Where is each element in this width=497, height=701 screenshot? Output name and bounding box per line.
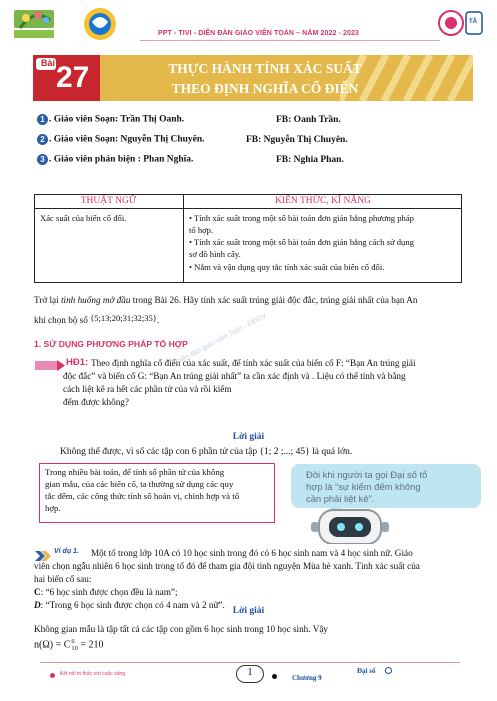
seal-logo-icon: [438, 8, 484, 38]
page-number: 1: [247, 667, 253, 678]
activity-line-4: đếm được không?: [63, 397, 129, 407]
solution-text-1: Không thể được, vì số các tập con 6 phần tử của tập {1; 2 ;...; 45} là quá lớn.: [60, 447, 353, 457]
lesson-label: Bài: [40, 58, 55, 68]
bubble-line-3: cần phải liệt kê”.: [306, 493, 375, 504]
logo-left-group: [12, 6, 127, 44]
note-line-2: gian mẫu, của các biến cố, ta thường sử dụng các quy: [45, 479, 234, 489]
intro-line-2: khi chọn bộ số {5;13;20;31;32;35}.: [34, 313, 160, 325]
sample-space-formula: n(Ω) = C 6 10 = 210: [34, 638, 104, 652]
logo-right: [438, 8, 484, 38]
solution-text-2: Không gian mẫu là tập tất cả các tập con gồm 6 học sinh trong 10 học sinh. Vậy: [34, 624, 329, 634]
note-line-1: Trong nhiều bài toán, để tính số phần tử của không: [45, 467, 225, 477]
footer-left-text: Kết nối tri thức với cuộc sống: [60, 671, 125, 677]
footer-dot: [272, 674, 277, 679]
section-heading-1: 1. SỬ DỤNG PHƯƠNG PHÁP TỔ HỢP: [34, 339, 188, 349]
note-line-3: tắc đếm, các công thức tính số hoán vị, chỉnh hợp và tổ: [45, 491, 240, 501]
arrow-badge-icon: [35, 360, 65, 371]
activity-badge: [35, 358, 65, 369]
teacher-fb-1: FB: Oanh Trần.: [276, 115, 341, 125]
teacher-line-3: 3 . Giáo viên phản biện : Phan Nghĩa.: [37, 154, 193, 165]
bubble-line-1: Đôi khi người ta gọi Đại số tổ: [306, 469, 428, 480]
table-cell-skill-4: sơ đồ hình cây.: [189, 249, 241, 259]
table-header-skills: KIẾN THỨC, KĨ NĂNG: [275, 196, 371, 206]
example-line-2: viên chọn ngẫu nhiên 6 học sinh trong tổ đó để tham gia đội tình nguyện Mùa hè xanh. Tính xác suất của: [34, 561, 420, 571]
table-cell-skill-2: tổ hợp.: [189, 225, 214, 235]
table-cell-skill-5: • Nắm và vận dụng quy tắc tính xác suất của biến cố đối.: [189, 262, 385, 272]
robot-illustration: [305, 508, 395, 544]
solution-heading-2: Lời giải: [232, 606, 265, 616]
header-title: PPT - TIVI - DIỄN ĐÀN GIÁO VIÊN TOÁN – NĂM 2022 - 2023: [158, 30, 359, 37]
lesson-title-line1: THỰC HÀNH TÍNH XÁC SUẤT: [168, 61, 362, 76]
table-cell-term: Xác suất của biến cố đối.: [40, 213, 127, 223]
table-cell-skill-3: • Tính xác suất trong một số bài toán đơn giản bằng cách sử dụng: [189, 237, 414, 247]
watermark: Diễn đàn giáo viên Toán - DĐGV: [175, 312, 268, 367]
leaf-logo-icon: [12, 6, 127, 44]
event-c: C: “6 học sinh được chọn đều là nam”;: [34, 587, 178, 597]
teacher-line-1: 1 . Giáo viên Soạn: Trần Thị Oanh.: [37, 114, 184, 125]
bullet-number: 2: [37, 134, 48, 145]
activity-line-2: độc đắc” và biến cố G: “Bạn An trúng giải nhất” ta cần xác định và . Liệu có thể tính và bằng: [63, 371, 406, 381]
header-divider: [140, 40, 440, 41]
lesson-number: 27: [56, 61, 90, 94]
footer-right: Đại số: [357, 667, 376, 675]
table-header-terms: THUẬT NGỮ: [80, 196, 137, 206]
solution-heading-1: Lời giải: [232, 432, 265, 442]
example-line-1: Một tổ trong lớp 10A có 10 học sinh trong đó có 6 học sinh nam và 4 học sinh nữ. Giáo: [91, 548, 413, 558]
teacher-fb-3: FB: Nghia Phan.: [276, 155, 344, 165]
note-line-4: hợp.: [45, 503, 61, 513]
event-d: D: “Trong 6 học sinh được chọn có 4 nam và 2 nữ”.: [34, 600, 225, 610]
bullet-number: 3: [37, 154, 48, 165]
example-badge: [35, 548, 51, 558]
activity-line-3: cách liệt kê ra hết các phần tử của và rồi kiểm: [63, 384, 232, 394]
robot-icon: [305, 508, 395, 544]
table-cell-skill-1: • Tính xác suất trong một số bài toán đơn giản bằng phương pháp: [189, 213, 414, 223]
example-label: Ví dụ 1.: [54, 548, 79, 555]
example-line-3: hai biến cố sau:: [34, 574, 92, 584]
lesson-title-line2: THEO ĐỊNH NGHĨA CỔ ĐIỂN: [171, 81, 359, 96]
number-set: {5;13;20;31;32;35}: [90, 313, 157, 323]
activity-line-1: Theo định nghĩa cổ điển của xác suất, để tính xác suất của biến cố F: “Bạn An trúng giải: [91, 358, 416, 368]
logo-right-text: TÂ: [469, 19, 477, 25]
table-header-divider: [34, 208, 462, 209]
bullet-number: 1: [37, 114, 48, 125]
footer-right-circle-icon: [385, 667, 392, 674]
footer-left-bullet: [50, 673, 55, 678]
teacher-line-2: 2 . Giáo viên Soạn: Nguyễn Thị Chuyên.: [37, 134, 205, 145]
intro-line-1: Trở lại tình huống mở đầu trong Bài 26. Hãy tính xác suất trúng giải độc đắc, trúng giải nhất của bạn An: [34, 295, 418, 305]
footer-divider: [40, 662, 460, 663]
teacher-fb-2: FB: Nguyễn Thị Chuyên.: [246, 135, 348, 145]
footer-chapter: Chương 9: [292, 674, 322, 682]
activity-label: HĐ1:: [66, 357, 89, 368]
bubble-line-2: hợp là “sự kiểm đếm không: [306, 481, 421, 492]
